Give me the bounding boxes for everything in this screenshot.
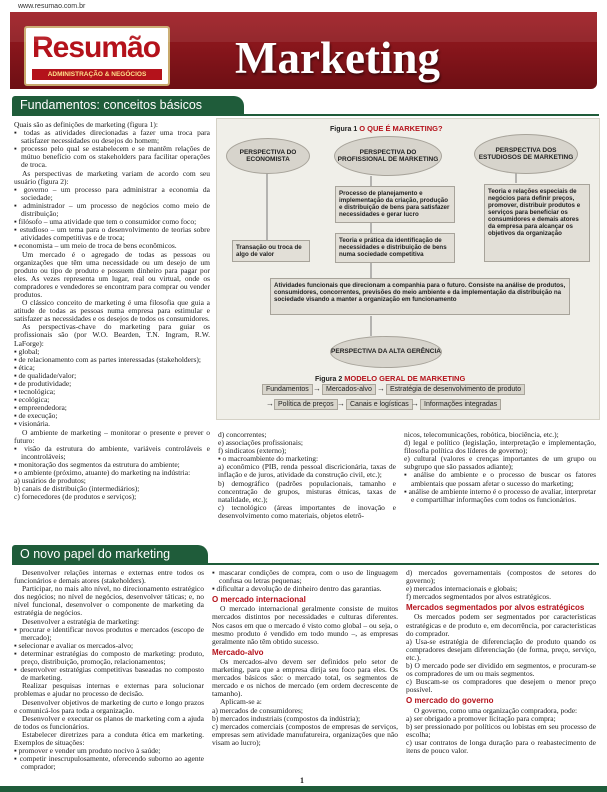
bullet-item: ▪ governo – um processo para administrar a economia da sociedade; — [14, 186, 210, 202]
paragraph: Estabelecer diretrizes para a conduta ética em marketing. Exemplos de situações: — [14, 729, 204, 747]
site-url: www.resumao.com.br — [18, 3, 86, 10]
bullet-item: ▪ ecológica; — [14, 396, 210, 404]
column-novo-papel-1 — [14, 569, 204, 771]
paragraph: O mercado internacional geralmente consiste de muitos mercados distintos por necessidades e culturas diferentes. Nos casos em que o mercado é visto como global – ou seja, o mesmo produto é vendido em todo mundo –, as empresas geralmente não têm obtido sucesso. — [212, 604, 398, 646]
bullet-item: ▪ economista – um meio de troca de bens econômicos. — [14, 242, 210, 250]
text-line: a) econômico (PIB, renda pessoal discricionária, taxas de inflação e de juros, atividade da construção civil, etc.); — [218, 462, 396, 480]
text-line: c) usar contratos de longa duração para o reabastecimento de itens de pouco valor. — [406, 737, 596, 755]
bullet-item: ▪ determinar estratégias do composto de marketing: produto, preço, distribuição, promoção, relacionamentos; — [14, 650, 204, 666]
section-rule — [12, 563, 599, 565]
column-fundamentos-1 — [14, 121, 210, 501]
text-line: f) mercados segmentados por alvos estratégicos. — [406, 592, 551, 602]
paragraph: O ambiente de marketing – monitorar o presente e prever o futuro: — [14, 427, 210, 445]
subheading: Mercado-alvo — [212, 647, 264, 657]
text-line: e) mercados internacionais e globais; — [406, 584, 518, 594]
header-banner — [10, 12, 597, 89]
column-fundamentos-3 — [404, 431, 596, 504]
text-line: e) cultural (valores e crenças importantes de um grupo ou subgrupo que são passados adiante); — [404, 454, 596, 472]
paragraph: As perspectivas-chave do marketing para guiar os profissionais são (por W.O. Bearden, T.N. Ingram, R.W. LaForge): — [14, 322, 210, 348]
box-processo: Processo de planejamento e implementação da criação, produção e distribuição de bens para satisfazer necessidades e gerar lucro — [335, 186, 455, 223]
section-header-fundamentos: Fundamentos: conceitos básicos — [12, 96, 244, 116]
text-line: c) Buscam-se os compradores que desejem o menor preço possível. — [406, 677, 596, 695]
logo-subtitle: ADMINISTRAÇÃO & NEGÓCIOS — [32, 69, 162, 80]
bullet-item: ▪ visionária. — [14, 420, 210, 428]
text-line: nicos, telecomunicações, robótica, biociência, etc.); — [404, 430, 559, 439]
text-line: b) canais de distribuição (intermediários); — [14, 484, 140, 494]
text-line: a) usuários de produtos; — [14, 476, 86, 486]
box-atividades: Atividades funcionais que direcionam a companhia para o futuro. Consiste na análise de produtos, consumidores, concorrentes, previsões do meio ambiente e da implementação da distribuição na sociedade visando a manter a organização em funcionamento — [270, 278, 570, 315]
oval-alta-gerencia: PERSPECTIVA DA ALTA GERÊNCIA — [330, 336, 442, 368]
arrow-icon: → — [337, 399, 345, 408]
paragraph: Desenvolver objetivos de marketing de curto e longo prazos e comunicá-los para toda a organização. — [14, 697, 204, 715]
arrow-icon: → — [313, 384, 321, 393]
figure-2-label: Figura 2 — [315, 376, 343, 383]
model-item-estrategia: Estratégia de desenvolvimento de produto — [386, 384, 525, 395]
column-fundamentos-2 — [218, 431, 396, 520]
bullet-item: ▪ mascarar condições de compra, com o uso de linguagem confusa ou letras pequenas; — [212, 569, 398, 585]
bullet-item: ▪ todas as atividades direcionadas a fazer uma troca para satisfazer necessidades ou desejos do homem; — [14, 129, 210, 145]
figure-2-caption — [315, 374, 465, 383]
bullet-item: ▪ dificultar a devolução de dinheiro dentro das garantias. — [212, 585, 398, 593]
text-line: a) Usa-se estratégia de diferenciação de produto quando os compradores desejam diferenciação (de forma, preço, serviço, etc.). — [406, 636, 596, 662]
paragraph: O clássico conceito de marketing é uma filosofia que guia a atitude de todas as pessoas numa empresa para estimular e satisfazer as necessidades e os desejos de todos os consumidores. — [14, 298, 210, 324]
bullet-item: ▪ desenvolver estratégias competitivas baseadas no composto de marketing. — [14, 666, 204, 682]
arrow-icon: → — [266, 399, 274, 408]
paragraph: Os mercados podem ser segmentados por características estratégicas e de produto e, em decorrência, por características do comprador. — [406, 612, 596, 638]
bullet-item: ▪ administrador – um processo de negócios como meio de distribuição; — [14, 202, 210, 218]
text-line: f) sindicatos (externo); — [218, 446, 287, 456]
subheading: Mercados segmentados por alvos estratégicos — [406, 603, 585, 613]
bullet-item: ▪ global; — [14, 348, 210, 356]
arrow-icon: → — [411, 399, 419, 408]
bullet-item: ▪ de produtividade; — [14, 380, 210, 388]
bullet-item: ▪ o ambiente (próximo, atuante) do marketing na indústria: — [14, 469, 210, 477]
model-item-fundamentos: Fundamentos — [262, 384, 313, 395]
model-item-mercados: Mercados-alvo — [322, 384, 376, 395]
section-header-novo-papel: O novo papel do marketing — [12, 545, 208, 565]
oval-economista: PERSPECTIVA DO ECONOMISTA — [226, 138, 310, 174]
bullet-item: ▪ visão da estrutura do ambiente, variáveis controláveis e incontroláveis; — [14, 445, 210, 461]
text-line: a) ser obrigado a promover licitação para compra; — [406, 713, 556, 723]
bullet-item: ▪ monitoração dos segmentos da estrutura do ambiente; — [14, 461, 210, 469]
box-teoria-relacoes: Teoria e relações especiais de negócios para definir preços, promover, distribuir produtos e serviços para beneficiar os consumidores e demais atores da empresa para alcançar os objetivos da organização — [484, 184, 590, 262]
bullet-item: ▪ estudioso – um tema para o desenvolvimento de teorias sobre atividades competitivas e de troca; — [14, 226, 210, 242]
text-line: d) legal e político (legislação, interpretação e implementação, filosofia política dos líderes de governo); — [404, 438, 596, 456]
oval-profissional: PERSPECTIVA DO PROFISSIONAL DE MARKETING — [334, 136, 442, 176]
text-line: c) fornecedores (de produtos e serviços); — [14, 492, 137, 502]
bullet-item: ▪ de qualidade/valor; — [14, 372, 210, 380]
text-line: b) demográfico (padrões populacionais, tamanho e concentração de grupos, misturas étnicas, taxas de natalidade, etc.); — [218, 478, 396, 504]
figure-1-label: Figura 1 — [330, 126, 358, 133]
bullet-item: ▪ selecionar e avaliar os mercados-alvo; — [14, 642, 204, 650]
bullet-item: ▪ tecnológica; — [14, 388, 210, 396]
page-number: 1 — [300, 776, 304, 785]
logo-word: Resumão — [32, 31, 161, 64]
paragraph: Os mercados-alvo devem ser definidos pelo setor de marketing, para que a empresa dirija seu foco para eles. Os mercados básicos são: o mercado total, os segmentos de mercado e os nichos de mercado (em ordem decrescente de tamanho). — [212, 656, 398, 699]
text-line: b) ser pressionado por políticos ou lobistas em seu processo de escolha; — [406, 721, 596, 739]
resumao-logo — [24, 26, 170, 86]
box-transacao: Transação ou troca de algo de valor — [232, 240, 310, 262]
paragraph: Desenvolver e executar os planos de marketing com a ajuda de todos os funcionários. — [14, 713, 204, 731]
figure-2-title: MODELO GERAL DE MARKETING — [344, 374, 466, 383]
bullet-item: ▪ filósofo – uma atividade que tem o consumidor como foco; — [14, 218, 210, 226]
section-rule — [12, 114, 599, 116]
column-novo-papel-2 — [212, 569, 398, 747]
page-title: Marketing — [235, 33, 440, 83]
text-line: Quais são as definições de marketing (figura 1): — [14, 120, 158, 129]
arrow-icon: → — [377, 384, 385, 393]
box-teoria-pratica: Teoria e prática da identificação de necessidades e distribuição de bens numa sociedade competitiva — [335, 233, 455, 263]
model-item-informacoes: Informações integradas — [420, 399, 501, 410]
text-line: e) associações profissionais; — [218, 438, 303, 448]
text-line: b) O mercado pode ser dividido em segmentos, e procuram-se os compradores de um ou mais segmentos. — [406, 661, 596, 679]
bullet-item: ▪ ética; — [14, 364, 210, 372]
bullet-item: ▪ o macroambiente do marketing: — [218, 455, 396, 463]
text-line: d) concorrentes; — [218, 430, 267, 439]
paragraph: Desenvolver relações internas e externas entre todos os funcionários e demais atores (stakeholders). — [14, 568, 204, 586]
bullet-item: ▪ de relacionamento com as partes interessadas (stakeholders); — [14, 356, 210, 364]
bullet-item: ▪ empreendedora; — [14, 404, 210, 412]
subheading: O mercado internacional — [212, 595, 306, 605]
bullet-item: ▪ promover e vender um produto nocivo à saúde; — [14, 747, 204, 755]
oval-estudiosos: PERSPECTIVA DOS ESTUDIOSOS DE MARKETING — [474, 134, 578, 174]
text-line: c) mercados comerciais (compostos de empresas de serviços, empresas sem atividade manufatureira, organizações que não visam ao lucro); — [212, 721, 398, 747]
paragraph: O governo, como uma organização compradora, pode: — [414, 705, 578, 715]
paragraph: Aplicam-se a: — [220, 697, 262, 707]
figure-1-title: O QUE É MARKETING? — [359, 124, 443, 133]
bullet-item: ▪ análise de ambiente interno é o processo de avaliar, interpretar e compartilhar informações com todos os funcionários. — [404, 488, 596, 504]
bullet-item: ▪ procurar e identificar novos produtos e mercados (escopo de mercado); — [14, 626, 204, 642]
paragraph: Desenvolver a estratégia de marketing: — [22, 616, 140, 626]
bullet-item: ▪ processo pelo qual se estabelecem e se mantêm relações de mútuo benefício com os stakeholders para facilitar operações de troca. — [14, 145, 210, 169]
bottom-stripe — [0, 786, 607, 792]
text-line: c) tecnológico (áreas importantes de inovação e desenvolvimento como materiais, objetos eletrô- — [218, 502, 396, 520]
figure-1-caption — [330, 124, 443, 133]
paragraph: Participar, no mais alto nível, no direcionamento estratégico dos negócios; no nível de negócios, desenvolver táticas; e, no nível funcional, desenvolver o componente de marketing da estratégia de negócios. — [14, 584, 204, 618]
bullet-item: ▪ competir inescrupulosamente, oferecendo suborno ao agente comprador; — [14, 755, 204, 771]
paragraph: Um mercado é o agregado de todas as pessoas ou organizações que têm uma necessidade ou um desejo de um produto ou tipo de produto e possuem dinheiro para pagar por eles. As vezes representa um lugar, real ou virtual, onde os compradores e vendedores se encontram para comprar ou vender produtos. — [14, 249, 210, 299]
paragraph: As perspectivas de marketing variam de acordo com seu usuário (figura 2): — [14, 168, 210, 186]
bullet-item: ▪ análise do ambiente e o processo de buscar os fatores ambientais que possam afetar o sucesso do marketing; — [404, 471, 596, 487]
subheading: O mercado do governo — [406, 696, 494, 706]
bullet-item: ▪ de execução; — [14, 412, 210, 420]
text-line: d) mercados governamentais (compostos de setores do governo); — [406, 568, 596, 586]
model-item-canais: Canais e logísticas — [346, 399, 413, 410]
column-novo-papel-3 — [406, 569, 596, 755]
paragraph: Realizar pesquisas internas e externas para solucionar problemas e ajudar no processo de decisão. — [14, 681, 204, 699]
model-item-precos: Política de preços — [274, 399, 338, 410]
text-line: b) mercados industriais (compostos da indústria); — [212, 713, 361, 723]
text-line: a) mercados de consumidores; — [212, 705, 304, 715]
